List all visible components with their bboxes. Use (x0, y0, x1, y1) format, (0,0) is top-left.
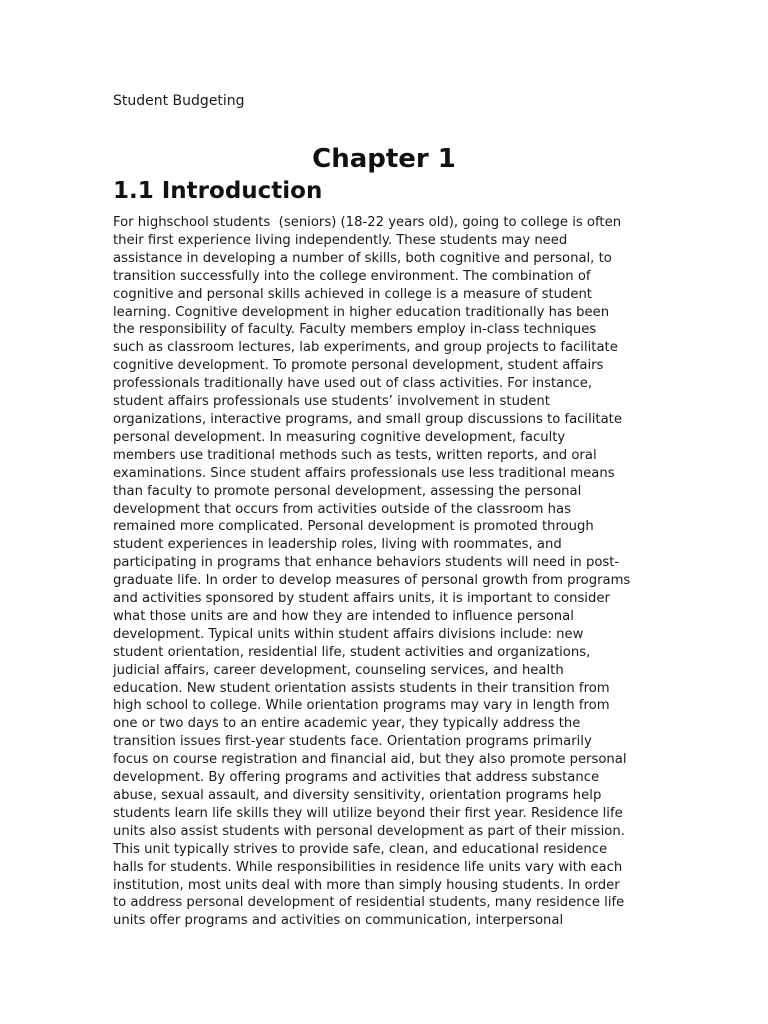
body-line: than faculty to promote personal development, assessing the personal (113, 483, 582, 499)
body-line: units also assist students with personal development as part of their mission. (113, 823, 625, 839)
body-line: what those units are and how they are intended to influence personal (113, 608, 574, 624)
body-line: their first experience living independently. These students may need (113, 232, 568, 248)
body-line: development that occurs from activities outside of the classroom has (113, 501, 571, 517)
body-line: examinations. Since student affairs professionals use less traditional means (113, 465, 615, 481)
section-title: 1.1 Introduction (113, 178, 323, 204)
body-line: members use traditional methods such as tests, written reports, and oral (113, 447, 597, 463)
body-line: assistance in developing a number of skills, both cognitive and personal, to (113, 250, 612, 266)
body-line: development. Typical units within student affairs divisions include: new (113, 626, 584, 642)
body-line: the responsibility of faculty. Faculty members employ in-class techniques (113, 322, 597, 338)
body-line: judicial affairs, career development, counseling services, and health (113, 662, 564, 678)
body-line: and activities sponsored by student affairs units, it is important to consider (113, 591, 610, 607)
body-line: cognitive and personal skills achieved in college is a measure of student (113, 286, 592, 302)
body-line: units offer programs and activities on communication, interpersonal (113, 913, 564, 929)
body-line: student experiences in leadership roles, living with roommates, and (113, 537, 562, 553)
body-line: education. New student orientation assists students in their transition from (113, 680, 610, 696)
body-line: to address personal development of residential students, many residence life (113, 895, 625, 911)
body-paragraph (113, 214, 658, 930)
body-line: students learn life skills they will utilize beyond their first year. Residence life (113, 805, 623, 821)
body-line: abuse, sexual assault, and diversity sensitivity, orientation programs help (113, 788, 602, 803)
body-line: halls for students. While responsibilities in residence life units vary with each (113, 859, 623, 875)
body-line: student orientation, residential life, student activities and organizations, (113, 644, 591, 660)
body-line: learning. Cognitive development in higher education traditionally has been (113, 304, 610, 320)
body-line: such as classroom lectures, lab experiments, and group projects to facilitate (113, 340, 618, 356)
body-line: For highschool students (seniors) (18-22 years old), going to college is often (113, 215, 622, 230)
body-line: cognitive development. To promote personal development, student affairs (113, 358, 604, 374)
document-header: Student Budgeting (113, 93, 245, 109)
body-line: transition issues first-year students face. Orientation programs primarily (113, 734, 592, 750)
body-line: graduate life. In order to develop measures of personal growth from programs (113, 573, 631, 589)
body-line: one or two days to an entire academic year, they typically address the (113, 716, 581, 732)
body-line: high school to college. While orientation programs may vary in length from (113, 698, 610, 714)
chapter-title: Chapter 1 (312, 144, 456, 174)
body-line: development. By offering programs and activities that address substance (113, 770, 600, 786)
body-line: organizations, interactive programs, and small group discussions to facilitate (113, 411, 622, 427)
body-line: This unit typically strives to provide safe, clean, and educational residence (113, 841, 608, 857)
body-line: professionals traditionally have used out of class activities. For instance, (113, 376, 593, 392)
body-line: student affairs professionals use students’ involvement in student (113, 394, 550, 410)
body-line: participating in programs that enhance behaviors students will need in post- (113, 555, 620, 571)
body-line: transition successfully into the college environment. The combination of (113, 268, 591, 284)
body-line: focus on course registration and financial aid, but they also promote personal (113, 752, 627, 768)
body-line: institution, most units deal with more than simply housing students. In order (113, 877, 620, 893)
body-line: remained more complicated. Personal development is promoted through (113, 519, 594, 535)
body-line: personal development. In measuring cognitive development, faculty (113, 429, 566, 445)
